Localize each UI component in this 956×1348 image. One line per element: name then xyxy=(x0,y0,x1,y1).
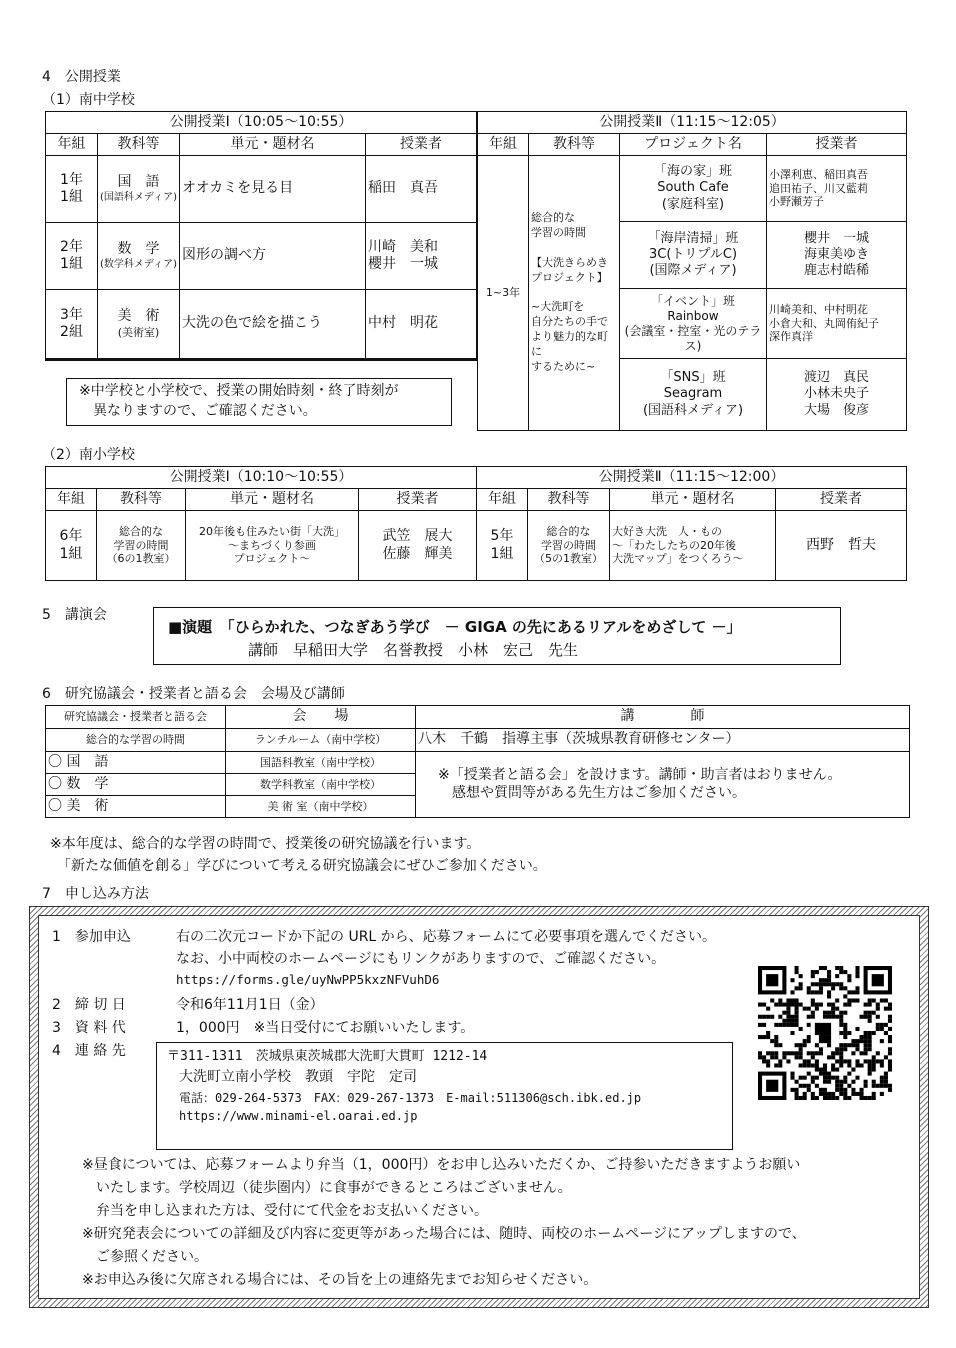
col-unit: 単元・題材名 xyxy=(180,134,366,156)
table-row: 「SNS」班 Seagram (国語科メディア) 渡辺 真民 小林未央子 大場 俊彦 xyxy=(478,359,907,431)
lecture-box xyxy=(153,607,841,665)
lecture-speaker: 講師 早稲田大学 名誉教授 小林 宏己 先生 xyxy=(248,641,579,659)
form-url-link[interactable]: https://forms.gle/uyNwPP5kxzNFVuhD6 xyxy=(176,972,440,987)
fee-label: 3 資 料 代 xyxy=(52,1020,126,1036)
contact-phone-email: 電話：029-264-5373 FAX：029-267-1373 E-mail:511306@sch.ibk.ed.jp xyxy=(179,1090,642,1105)
junior-high-subtitle: （1）南中学校 xyxy=(42,92,135,108)
contact-box xyxy=(156,1042,733,1150)
col-grade: 年組 xyxy=(46,134,98,156)
elementary-subtitle: （2）南小学校 xyxy=(42,447,135,463)
table-row: 「海岸清掃」班 3C(トリプルC) (国際メディア) 櫻井 一城 海東美ゆき 鹿志村皓稀 xyxy=(478,222,907,289)
conference-table: 研究協議会・授業者と語る会 会 場 講 師 総合的な学習の時間 ランチルーム（南中学校） 八木 千鶴 指導主事（茨城県教育研修センター） 〇 国 語 国語科教室（南中学校） ※「授業者と語る会」を設けます。講師・助言者はおりません。 感想や質問等がある先生方はご参加ください。 〇 数 学 数学科教室（南中学校） 〇 美 術 美 術 室（南中学校） xyxy=(45,705,910,818)
note-update-1: ※研究発表会についての詳細及び内容に変更等があった場合には、随時、両校のホームページにアップしますので、 xyxy=(82,1226,806,1242)
col-subject: 教科等 xyxy=(98,134,180,156)
section-4-title: 4 公開授業 xyxy=(42,69,121,85)
apply-line-2: なお、小中両校のホームページにもリンクがありますので、ご確認ください。 xyxy=(176,951,666,967)
section-6-title: 6 研究協議会・授業者と語る会 会場及び講師 xyxy=(42,686,345,702)
contact-school: 大洗町立南小学校 教頭 宇陀 定司 xyxy=(179,1069,417,1086)
table-row: 1~3年 総合的な 学習の時間 【大洗きらめき プロジェクト】 ~大洗町を 自分たちの手で より魅力的な町に するために~ 「海の家」班 South Cafe (家庭科室) 小澤利恵、稲田真吾 追田祐子、川又藍莉 小野瀬芳子 xyxy=(478,156,907,222)
note-update-2: ご参照ください。 xyxy=(82,1249,208,1265)
fee-value: 1，000円 ※当日受付にてお願いいたします。 xyxy=(176,1020,475,1036)
conference-note-1: ※本年度は、総合的な学習の時間で、授業後の研究協議を行います。 xyxy=(50,836,481,852)
table-row: 2年 1組 数 学 (数学科メディア) 図形の調べ方 川崎 美和 櫻井 一城 xyxy=(46,223,477,290)
table-row: 「イベント」班 Rainbow (会議室・控室・光のテラス) 川崎美和、中村明花 小倉大和、丸岡侑紀子 深作真洋 xyxy=(478,289,907,359)
table-row: 〇 数 学 数学科教室（南中学校） xyxy=(46,774,910,796)
table-row: 6年 1組 総合的な 学習の時間 （6の1教室） 20年後も住みたい街「大洗」 ～まちづくり参画 プロジェクト～ 武笠 展大 佐藤 輝美 5年 1組 総合的な 学習の時間 （5の1教室） 大好き大洗 人・もの ～「わたしたちの20年後 大洗マップ」をつくろう～ 西野 哲夫 xyxy=(46,511,907,581)
es-period1-header: 公開授業Ⅰ（10:10～10:55） xyxy=(46,467,477,489)
deadline-value: 令和6年11月1日（金） xyxy=(176,997,324,1013)
school-website-link[interactable]: https://www.minami-el.oarai.ed.jp xyxy=(179,1109,418,1124)
section-7-title: 7 申し込み方法 xyxy=(42,886,149,902)
jh-time-note: ※中学校と小学校で、授業の開始時刻・終了時刻が 異なりますので、ご確認ください。 xyxy=(66,378,452,426)
jh-period1-header: 公開授業Ⅰ（10:05～10:55） xyxy=(46,112,477,134)
table-row: 3年 2組 美 術 (美術室) 大洗の色で絵を描こう 中村 明花 xyxy=(46,290,477,360)
note-lunch-1: ※昼食については、応募フォームより弁当（1，000円）をお申し込みいただくか、ご持参いただきますようお願い xyxy=(82,1157,801,1173)
contact-label: 4 連 絡 先 xyxy=(52,1043,126,1059)
col-teacher: 授業者 xyxy=(366,134,477,156)
jh-period2-table: 公開授業Ⅱ（11:15～12:05） 年組 教科等 プロジェクト名 授業者 1~3年 総合的な 学習の時間 【大洗きらめき プロジェクト】 ~大洗町を 自分たちの手で より魅力的な町に するために~ 「海の家」班 South Cafe (家庭科室) 小澤利恵、稲田真吾 追田祐子、川又藍莉 小野瀬芳子 「海岸清掃」班 3C(トリプルC) (国際メディア) 櫻井 一城 海東美ゆき 鹿志村皓稀 「イベント」班 Rainbow (会議室・控室・光のテラス) 川崎美和、中村明花 小倉大和、丸岡侑紀子 深作真洋 「SNS」班 Seagram (国語科メディア) 渡辺 真民 小林未央子 大場 俊彦 xyxy=(477,111,907,431)
deadline-label: 2 締 切 日 xyxy=(52,997,126,1013)
apply-label: 1 参加申込 xyxy=(52,929,131,945)
table-row: 1年 1組 国 語 (国語科メディア) オオカミを見る目 稲田 真吾 xyxy=(46,156,477,223)
talk-session-note: ※「授業者と語る会」を設けます。講師・助言者はおりません。 感想や質問等がある先生方はご参加ください。 xyxy=(416,752,910,818)
note-absence: ※お申込み後に欠席される場合には、その旨を上の連絡先までお知らせください。 xyxy=(82,1272,598,1288)
note-lunch-2: いたします。学校周辺（徒歩圏内）に食事ができるところはございません。 xyxy=(82,1180,572,1196)
table-row: 〇 国 語 国語科教室（南中学校） ※「授業者と語る会」を設けます。講師・助言者はおりません。 感想や質問等がある先生方はご参加ください。 xyxy=(46,752,910,774)
jh-period2-header: 公開授業Ⅱ（11:15～12:05） xyxy=(478,112,907,134)
contact-address: 〒311-1311 茨城県東茨城郡大洗町大貫町 1212-14 xyxy=(167,1049,488,1064)
note-lunch-3: 弁当を申し込まれた方は、受付にて代金をお支払いください。 xyxy=(82,1203,488,1219)
section-5-title: 5 講演会 xyxy=(42,607,107,623)
lecture-title: ■演題 「ひらかれた、つなぎあう学び － GIGA の先にあるリアルをめざして －」 xyxy=(168,618,742,636)
es-period2-header: 公開授業Ⅱ（11:15～12:00） xyxy=(477,467,907,489)
qr-code-icon[interactable] xyxy=(758,966,892,1100)
es-table: 公開授業Ⅰ（10:10～10:55） 公開授業Ⅱ（11:15～12:00） 年組 教科等 単元・題材名 授業者 年組 教科等 単元・題材名 授業者 6年 1組 総合的な 学習の時間 （6の1教室） 20年後も住みたい街「大洗」 ～まちづくり参画 プロジェクト～ 武笠 展大 佐藤 輝美 5年 1組 総合的な 学習の時間 （5の1教室） 大好き大洗 人・もの ～「わたしたちの20年後 大洗マップ」をつくろう～ 西野 哲夫 xyxy=(45,466,907,581)
jh-period1-table xyxy=(45,111,477,361)
conference-note-2: 「新たな価値を創る」学びについて考える研究協議会にぜひご参加ください。 xyxy=(50,858,547,874)
table-row: 総合的な学習の時間 ランチルーム（南中学校） 八木 千鶴 指導主事（茨城県教育研修センター） xyxy=(46,729,910,752)
table-row: 〇 美 術 美 術 室（南中学校） xyxy=(46,796,910,818)
jh-period2-subject: 総合的な 学習の時間 【大洗きらめき プロジェクト】 ~大洗町を 自分たちの手で より魅力的な町に するために~ xyxy=(529,156,620,431)
apply-line-1: 右の二次元コードか下記の URL から、応募フォームにて必要事項を選んでください。 xyxy=(176,929,716,945)
